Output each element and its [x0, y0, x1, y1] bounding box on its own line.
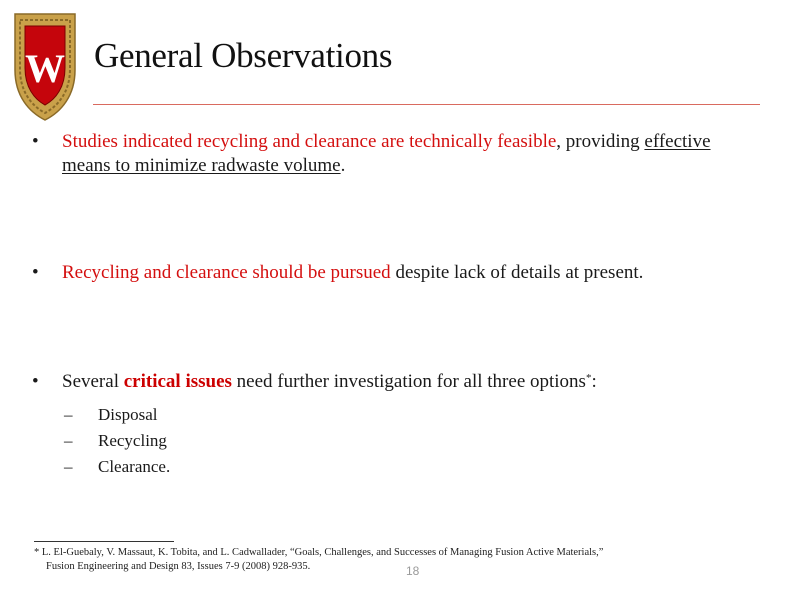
footnote-marker: * [585, 372, 592, 384]
slide-title: General Observations [94, 36, 393, 75]
bullet-marker: • [32, 131, 39, 152]
subitem-text: Clearance. [98, 457, 171, 476]
subitem-clearance [64, 456, 170, 478]
bullet-text [62, 370, 752, 394]
text-segment: effective means to minimize radwaste volume [62, 131, 711, 176]
footnote-divider [34, 541, 174, 542]
subitem-text: Recycling [98, 431, 167, 450]
text-segment: critical issues [123, 371, 232, 392]
bullet-text [62, 261, 752, 285]
title-divider [93, 104, 760, 105]
subitem-text: Disposal [98, 405, 158, 424]
bullet-marker: • [32, 371, 39, 392]
university-crest-logo [9, 8, 81, 124]
text-segment: Several [62, 371, 124, 392]
subitem-disposal [64, 404, 158, 426]
text-segment: . [340, 155, 346, 176]
text-segment: despite lack of details at present. [390, 262, 644, 283]
text-segment: Studies indicated recycling and clearance are technically feasible [62, 131, 557, 152]
subitem-marker: – [64, 405, 73, 424]
subitem-marker: – [64, 457, 73, 476]
subitem-marker: – [64, 431, 73, 450]
text-segment: Recycling and clearance should be pursued [62, 262, 391, 283]
text-segment: , providing [556, 131, 645, 152]
footnote [34, 546, 603, 574]
subitem-recycling [64, 430, 167, 452]
crest-letter: W [25, 46, 65, 91]
text-segment: need further investigation for all three options [231, 371, 586, 392]
bullet-text [62, 130, 752, 178]
footnote-line-2: Fusion Engineering and Design 83, Issues 7-9 (2008) 928-935. [46, 561, 311, 572]
bullet-marker: • [32, 262, 39, 283]
page-number: 18 [406, 564, 420, 578]
footnote-line-1: * L. El-Guebaly, V. Massaut, K. Tobita, and L. Cadwallader, “Goals, Challenges, and Successes of Managing Fusion Active Materials,” [34, 547, 604, 558]
text-segment: : [591, 371, 597, 392]
